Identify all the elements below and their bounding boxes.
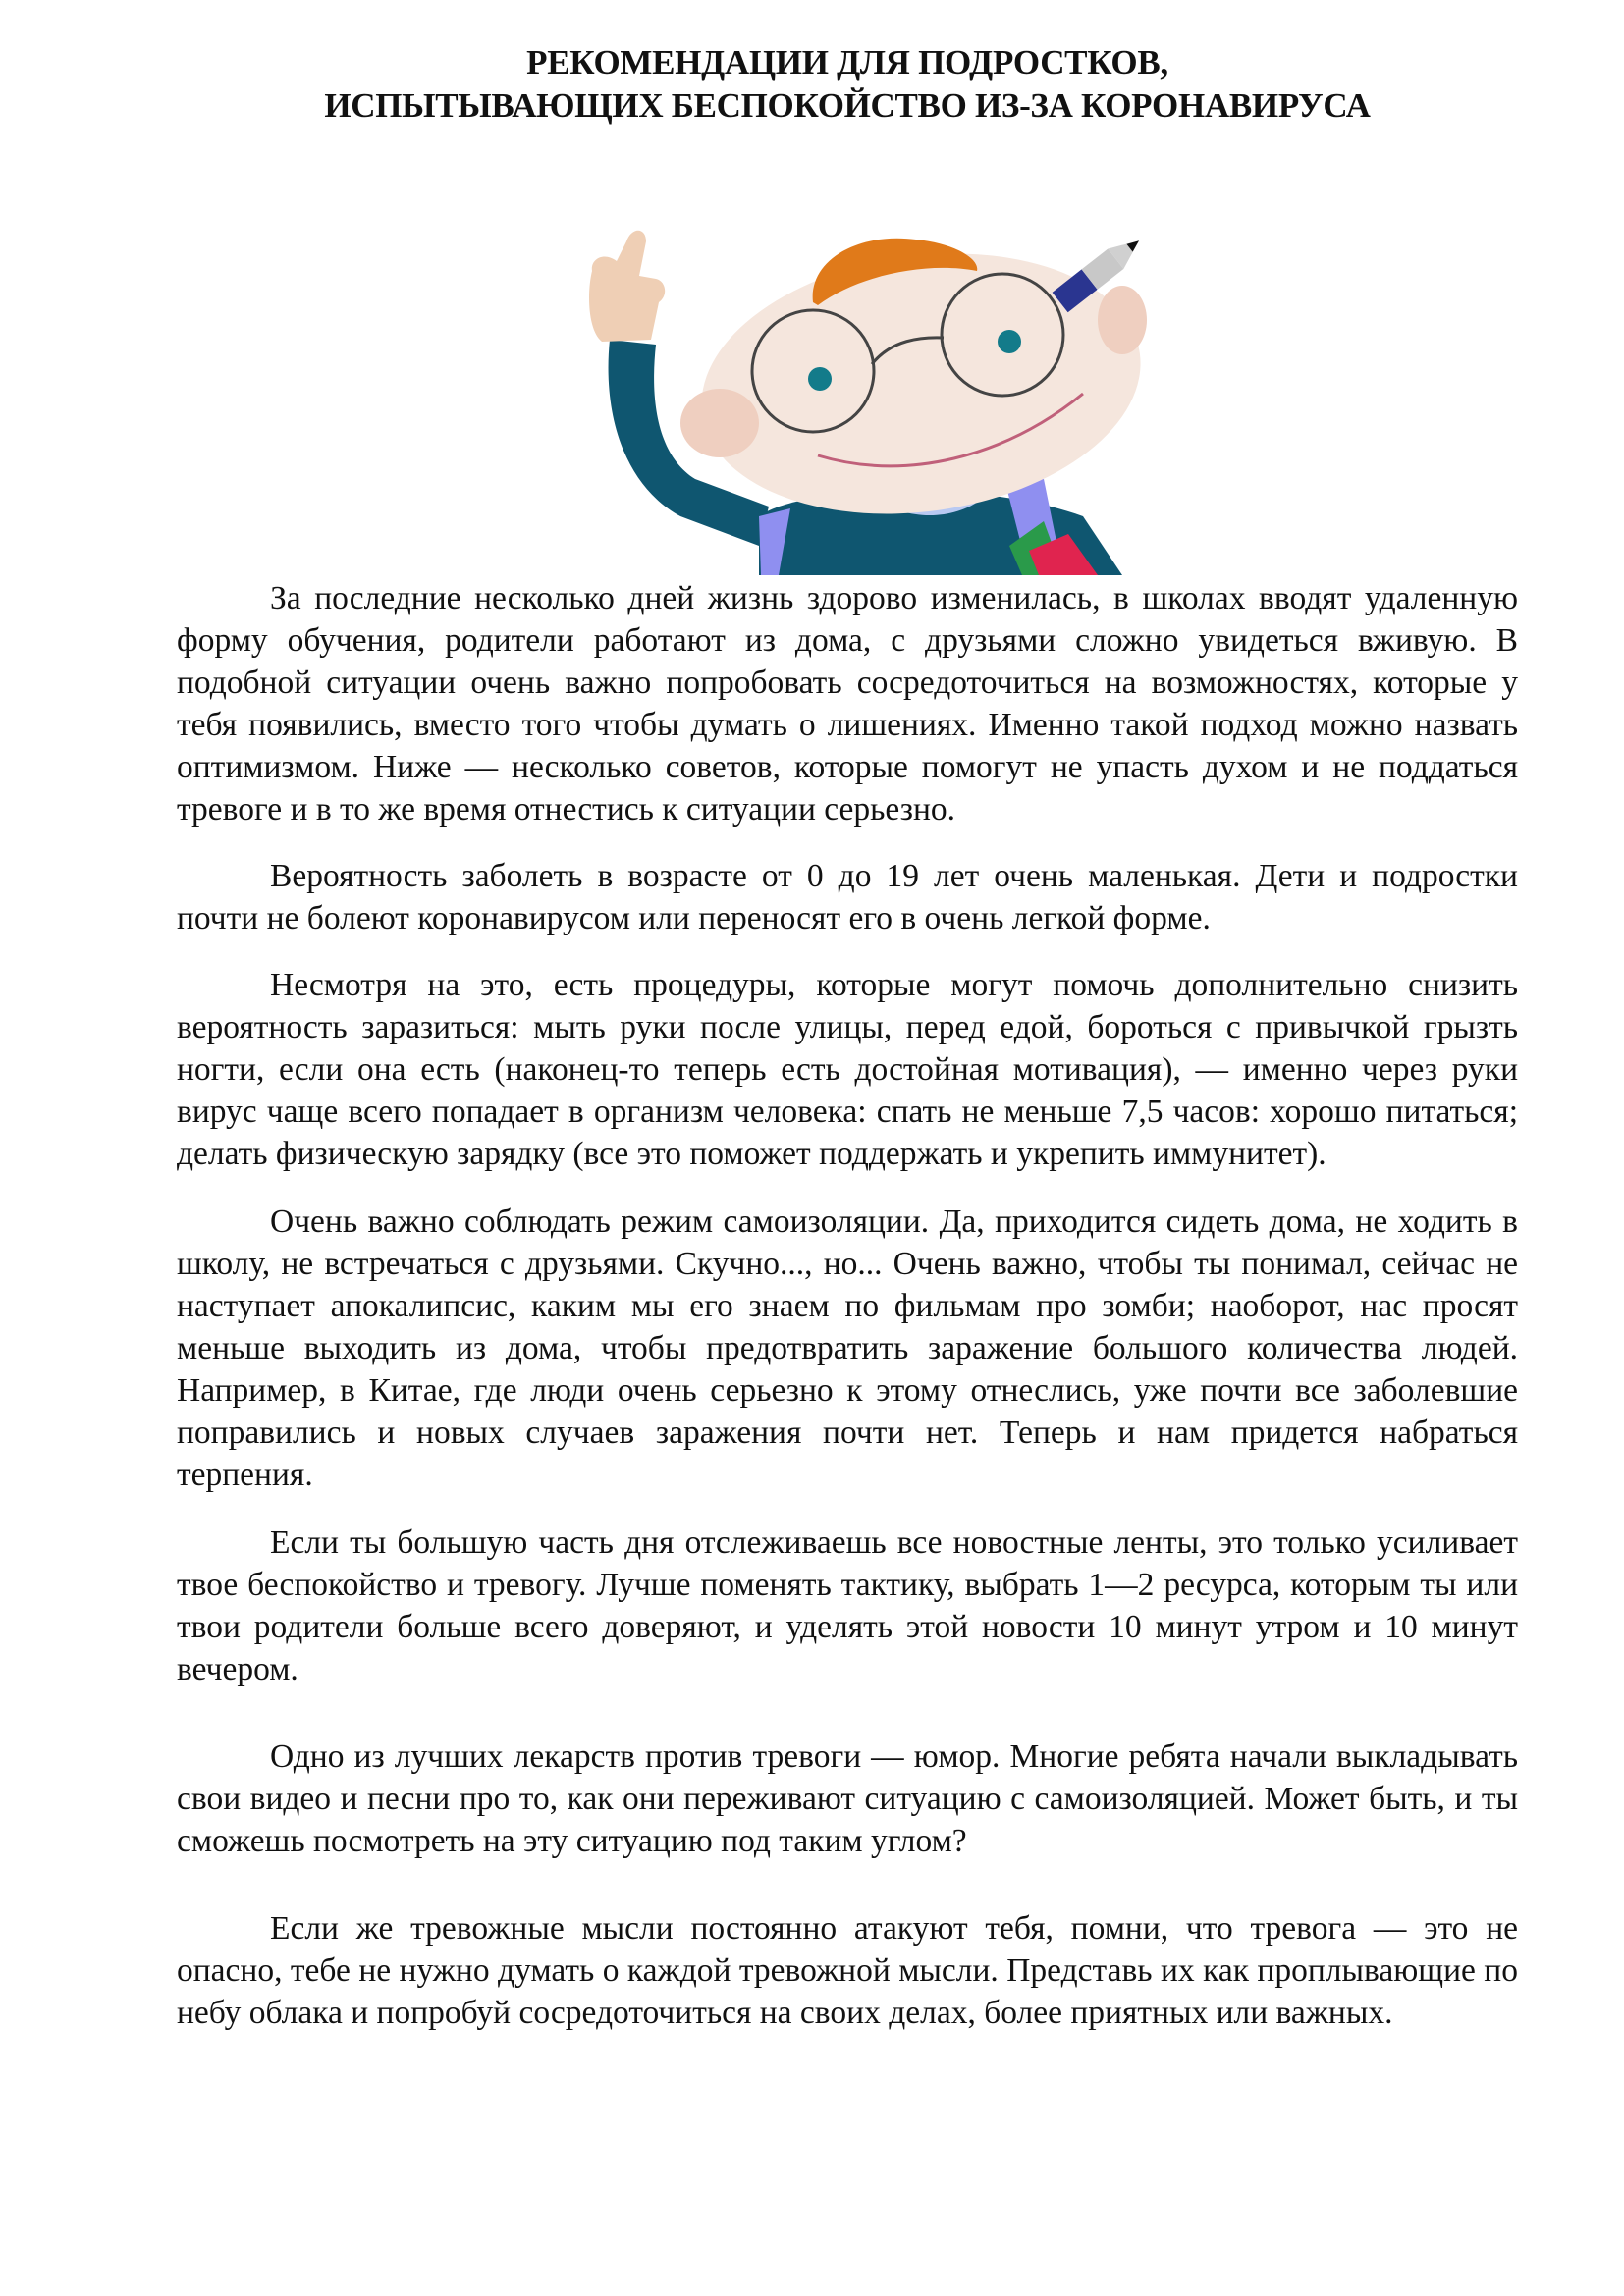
eye-left (808, 367, 832, 391)
document-page (177, 0, 1518, 2034)
paragraph-humor: Одно из лучших лекарств против тревоги — юмор. Многие ребята начали выкладывать свои видео и песни про то, как они переживают ситуацию с самоизоляцией. Может быть, и ты сможешь посмотреть на эту ситуацию под таким углом? (177, 1738, 1518, 1859)
title-line-2: ИСПЫТЫВАЮЩИХ БЕСПОКОЙСТВО ИЗ-ЗА КОРОНАВИРУСА (324, 86, 1371, 125)
paragraph-intro: За последние несколько дней жизнь здорово изменилась, в школах вводят удаленную форму обучения, родители работают из дома, с друзьями сложно увидеться вживую. В подобной ситуации очень важно попробовать сосредоточиться на возможностях, которые у тебя появились, вместо того чтобы думать о лишениях. Именно такой подход можно назвать оптимизмом. Ниже — несколько советов, которые помогут не упасть духом и не поддаться тревоге и в то же время отнестись к ситуации серьезно. (177, 580, 1518, 828)
paragraph-procedures: Несмотря на это, есть процедуры, которые могут помочь дополнительно снизить вероятность заразиться: мыть руки после улицы, перед едой, бороться с привычкой грызть ногти, если она есть (наконец-то теперь есть достойная мотивация), — именно через руки вирус чаще всего попадает в организм человека: спать не меньше 7,5 часов: хорошо питаться; делать физическую зарядку (все это поможет поддержать и укрепить иммунитет). (177, 967, 1518, 1172)
ear-left (680, 389, 759, 457)
paragraph-self-isolation: Очень важно соблюдать режим самоизоляции. Да, приходится сидеть дома, не ходить в школу, не встречаться с друзьями. Скучно..., но... Очень важно, чтобы ты понимал, сейчас не наступает апокалипсис, каким мы его знаем по фильмам про зомби; наоборот, нас просят меньше выходить из дома, чтобы предотвратить заражение большого количества людей. Например, в Китае, где люди очень серьезно к этому отнеслись, уже почти все заболевшие поправились и новых случаев заражения почти нет. Теперь и нам придется набраться терпения. (177, 1203, 1518, 1493)
title-line-1: РЕКОМЕНДАЦИИ ДЛЯ ПОДРОСТКОВ, (526, 43, 1168, 81)
document-title (177, 41, 1518, 128)
thumbs-up-icon (589, 231, 665, 342)
paragraph-anxious-thoughts: Если же тревожные мысли постоянно атакуют тебя, помни, что тревога — это не опасно, тебе не нужно думать о каждой тревожной мысли. Представь их как проплывающие по небу облака и попробуй сосредоточиться на своих делах, более приятных или важных. (177, 1910, 1518, 2031)
eye-right (998, 330, 1021, 353)
cartoon-boy-thumbs-up-illustration (533, 222, 1162, 575)
ear-right (1098, 286, 1147, 354)
paragraph-news: Если ты большую часть дня отслеживаешь все новостные ленты, это только усиливает твое беспокойство и тревогу. Лучше поменять тактику, выбрать 1—2 ресурса, которым ты или твои родители больше всего доверяют, и уделять этой новости 10 минут утром и 10 минут вечером. (177, 1524, 1518, 1687)
paragraph-probability: Вероятность заболеть в возрасте от 0 до 19 лет очень маленькая. Дети и подростки почти не болеют коронавирусом или переносят его в очень легкой форме. (177, 858, 1518, 936)
